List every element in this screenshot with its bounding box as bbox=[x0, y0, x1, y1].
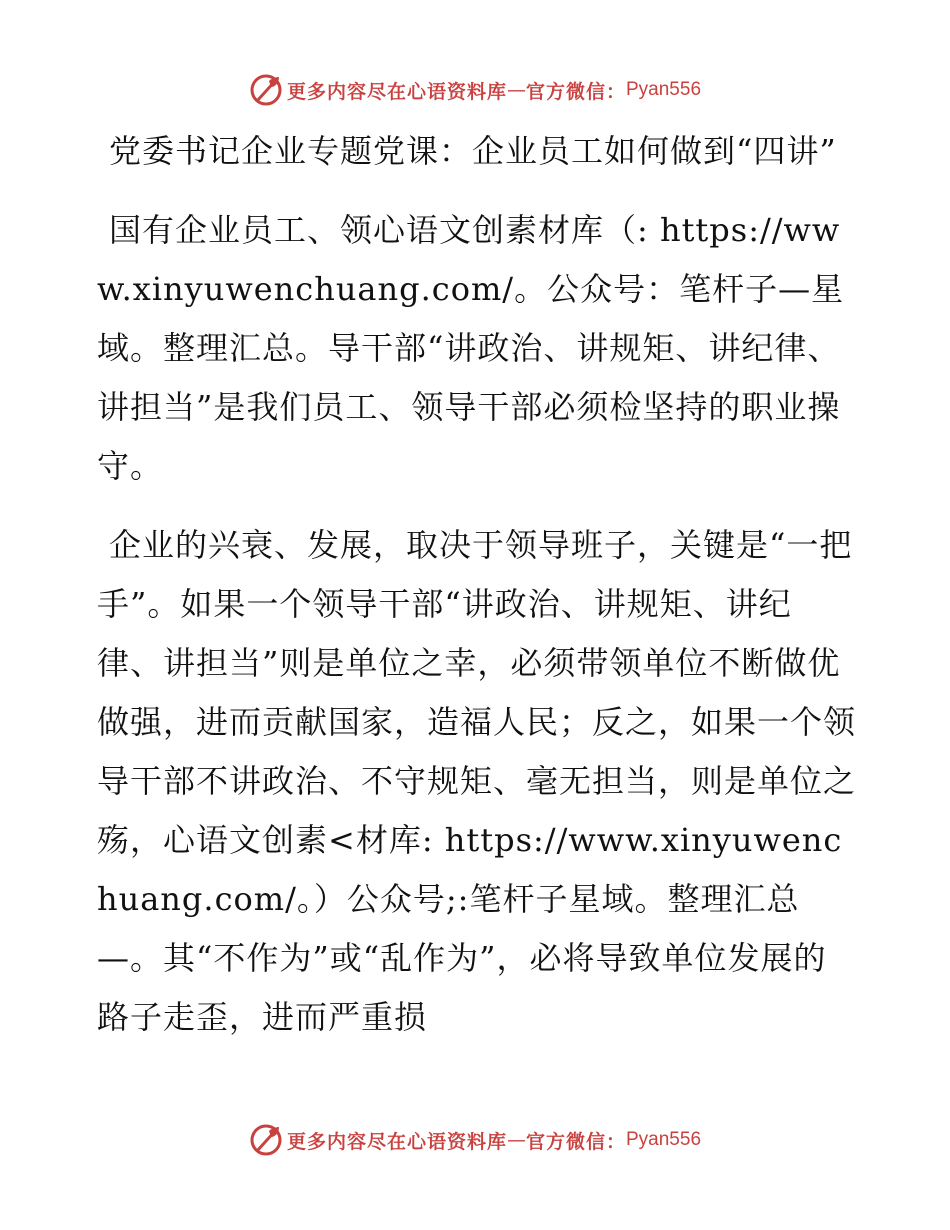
footer-banner-dash: — bbox=[506, 1129, 526, 1151]
footer-banner-wechat-id: Pyan556 bbox=[626, 1129, 702, 1150]
paragraph-1: 国有企业员工、领心语文创素材库（: https://www.xinyuwenchuang.com/。公众号：笔杆子—星域。整理汇总。导干部“讲政治、讲规矩、讲纪律、讲担当”是我们员工、领导干部必须检坚持的职业操守。 bbox=[97, 211, 845, 485]
paragraph-2: 企业的兴衰、发展，取决于领导班子，关键是“一把手”。如果一个领导干部“讲政治、讲规矩、讲纪律、讲担当”则是单位之幸，必须带领单位不断做优做强，进而贡献国家，造福人民；反之，如果一个领导干部不讲政治、不守规矩、毫无担当，则是单位之殇，心语文创素<材库: https://www.xinyuwenchuang.com/。）公众号;:笔杆子星域。整理汇总—。其“不作为”或“乱作为”，必将导致单位发展的路子走歪，进而严重损 bbox=[97, 526, 857, 1036]
footer-banner-text: 更多内容尽在心语资料库 bbox=[286, 1130, 507, 1153]
quill-logo-icon bbox=[249, 73, 283, 107]
quill-logo-icon bbox=[249, 1123, 283, 1157]
banner-wechat-label: 官方微信： bbox=[525, 80, 626, 103]
footer-banner bbox=[0, 1120, 950, 1160]
banner-wechat-id: Pyan556 bbox=[626, 79, 702, 100]
document-title: 党委书记企业专题党课：企业员工如何做到“四讲” bbox=[109, 132, 837, 170]
footer-banner-wechat-label: 官方微信： bbox=[525, 1130, 626, 1153]
banner-text: 更多内容尽在心语资料库 bbox=[286, 80, 507, 103]
document-body bbox=[97, 122, 857, 1067]
header-banner bbox=[0, 70, 950, 110]
banner-dash: — bbox=[506, 79, 526, 101]
